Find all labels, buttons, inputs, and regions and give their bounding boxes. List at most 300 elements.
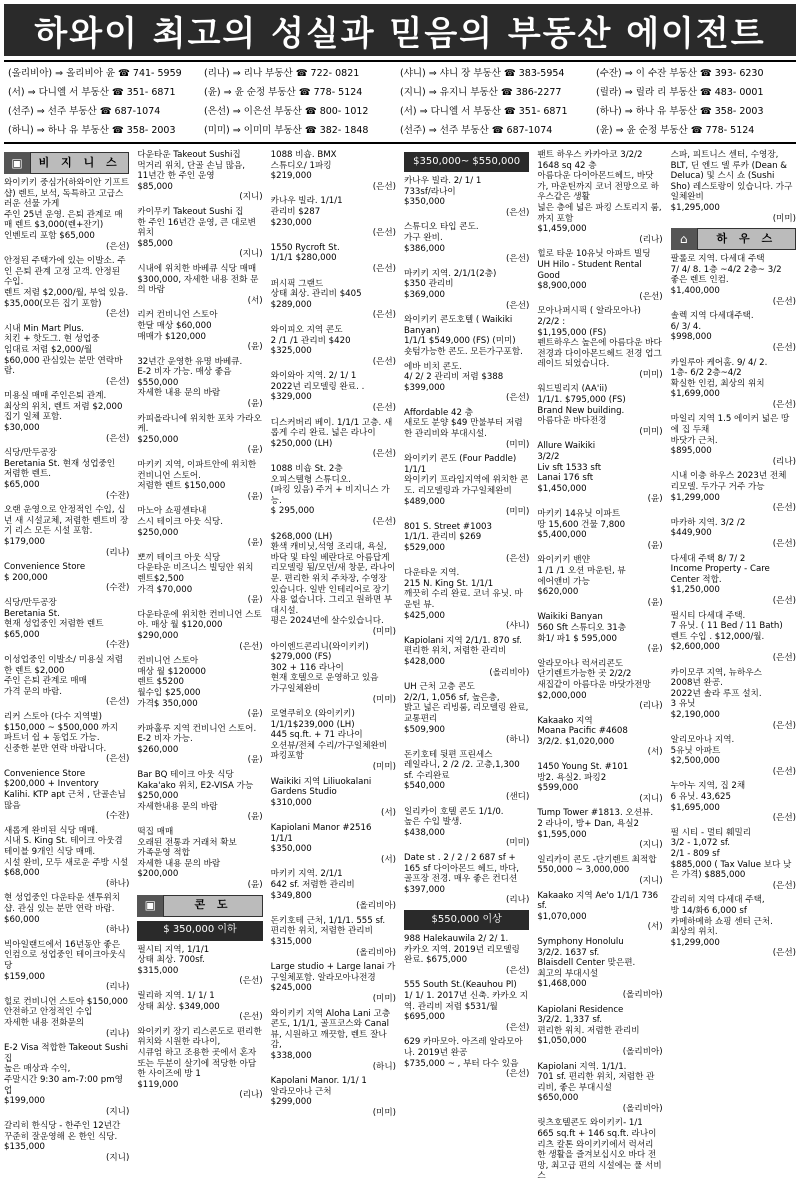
listing-contact: (리나) xyxy=(106,1028,130,1039)
listing-item xyxy=(404,315,529,357)
listing-text: 시내 Min Mart Plus. 치킨 + 핫도그. 현 성업중 임대료 저렴 $2,000/월 $60,000 관심있는 분만 연락바람. xyxy=(4,323,123,377)
listing-contact: (은선) xyxy=(372,356,396,367)
listing-item xyxy=(4,1121,129,1163)
listing-text: 시내에 위치한 바베큐 식당 매매 $300,000, 자세한 내용 전화 문의 바람 xyxy=(137,263,259,296)
listing-contact: (은선) xyxy=(239,1012,263,1023)
listing-contact: (미미) xyxy=(506,439,530,450)
listing-contact: (리나) xyxy=(239,1090,263,1101)
listing-item xyxy=(137,506,262,548)
listing-item xyxy=(404,408,529,450)
listing-item xyxy=(4,1043,129,1117)
house-icon: ⌂ xyxy=(671,228,697,250)
listing-item xyxy=(4,448,129,501)
listing-text: Convenience Store $200,000 + Inventory Kalihi. KTP apt 근처 , 단골손님 많음 xyxy=(4,768,126,811)
listing-contact: (은선) xyxy=(772,948,796,959)
listing-contact: (서) xyxy=(380,808,396,819)
listing-contact: (은선) xyxy=(639,291,663,302)
listing-text: 돈키호테 뒷편 프린세스 레일라니, 2 /2 /2. 고층,1,300 sf. 수리완료 $540,000 xyxy=(404,749,520,792)
listing-item xyxy=(271,869,396,911)
listing-item xyxy=(4,562,129,594)
listing-contact: (윤) xyxy=(247,595,263,606)
listing-contact: (은선) xyxy=(506,1022,530,1033)
listing-item xyxy=(404,269,529,311)
listing-text: 1550 Rycroft St. 1/1/1 $280,000 xyxy=(270,242,340,264)
column-6 xyxy=(671,150,796,1186)
listing-text: 카일루아 케어홈. 9/ 4/ 2. 1층- 6/2 2층~4/2 확실한 인컴, 최상의 위치 $1,699,000 xyxy=(670,357,768,400)
listing-contact: (서) xyxy=(380,854,396,865)
listing-text: Allure Waikiki 3/2/2 Liv sft 1533 sft Lanai 176 sft $1,450,000 xyxy=(537,441,602,494)
listing-text: 식당/만두공장 Beretania St. 현재 성업중인 저렴한 렌트. $65,000 xyxy=(4,448,116,491)
listing-contact: (지니) xyxy=(239,249,263,260)
listing-contact: (리나) xyxy=(106,982,130,993)
listing-text: Waikiki Banyan 560 Sft 스튜디오 31층 화1/ 파1 $ 595,000 xyxy=(537,612,627,644)
agent-entry: (선주) ⇒ 선주 부동산 ☎ 687-1074 xyxy=(8,106,161,117)
listing-contact: (샌디) xyxy=(506,792,530,803)
listing-contact: (윤) xyxy=(247,342,263,353)
listing-text: 뽀끼 테이크 아웃 식당 다운타운 비즈니스 빌딩안 위치 렌트$2,500 가격 $70,000 xyxy=(137,552,254,595)
listing-text: Kakaako 지역 Ae'o 1/1/1 736 sf. $1,070,000 xyxy=(537,890,659,922)
listing-text: 펄 시티 - 멀티 훼밀리 3/2 - 1,072 sf. 2/1 - 809 sf $885,000 ( Tax Value 보다 낮은 가격) $885,000 xyxy=(670,827,792,881)
building-icon: ▣ xyxy=(4,152,30,174)
listing-contact: (윤) xyxy=(647,597,663,608)
listing-contact: (은선) xyxy=(506,393,530,404)
listing-text: 오랜 운영으로 안정적인 수입, 십년 새 시설교체, 저렴한 렌트비 장기 리스 모든 시설 포함. $179,000 xyxy=(4,505,129,547)
listing-text: 미용실 매매 주인은퇴 관계. 최상의 위치, 렌트 저렴 $2,000 집기 일체 포함. $30,000 xyxy=(4,391,123,434)
listing-text: Symphony Honolulu 3/2/2. 1637 sf. Blaisdell Center 맞은편. 최고의 부대시설 $1,468,000 xyxy=(537,936,636,990)
agent-entry: (수잔) ⇒ 이 수잔 부동산 ☎ 393- 6230 xyxy=(596,68,764,79)
listing-contact: (미미) xyxy=(506,507,530,518)
listing-contact: (윤) xyxy=(647,494,663,505)
listing-item xyxy=(404,568,529,632)
listing-contact: (지니) xyxy=(106,1153,130,1164)
listing-contact: (지니) xyxy=(106,1106,130,1117)
listing-text: 마키키 지역, 이파트안에 위치한 컨비니언 스토어. 저렴한 렌트 $150,000 xyxy=(137,460,257,492)
listing-contact: (은선) xyxy=(372,403,396,414)
agent-entry: (샤니) ⇒ 샤니 장 부동산 ☎ 383-5954 xyxy=(400,68,565,79)
listing-contact: (미미) xyxy=(639,426,663,437)
agent-entry: (윤) ⇒ 윤 순정 부동산 ☎ 778- 5124 xyxy=(204,87,363,98)
listing-contact: (은선) xyxy=(772,342,796,353)
listing-contact: (은선) xyxy=(372,517,396,527)
listing-text: 와이키키 콘도 (Four Paddle) 1/1/1 와이키키 프라임지역에 위치한 콘도. 리모델링과 가구일체완비 $489,000 xyxy=(404,454,529,507)
listing-text: 퍼시픽 그랜드 상태 최상. 관리비 $405 $289,000 xyxy=(270,278,362,310)
listing-contact: (은선) xyxy=(772,503,796,514)
listing-text: 새롭게 완비된 식당 매매. 시내 S. King St. 테이크 아웃겸 테이블 9개인 식당 매매. 시설 완비, 모두 새로운 주방 시설 $68,000 xyxy=(4,825,129,879)
listing-text: UH 근처 고층 콘도 2/2/1, 1,056 sf, 높은층, 밝고 넓은 리빙룸, 리모델링 완료, 교통편리 $509,900 xyxy=(404,682,529,735)
listing-contact: (올리비아) xyxy=(622,989,663,1000)
listing-contact: (은선) xyxy=(106,241,130,252)
listing-item xyxy=(537,384,662,437)
listing-text: 이성업중인 이발소/ 미용실 저렴한 렌트 $2,000 주인 은퇴 관계로 매매 가격 문의 바람. xyxy=(4,654,124,697)
listing-item xyxy=(671,735,796,777)
listing-text: 와이키키 밴얀 1 /1 /1 오션 마운틴, 뷰 에어앤비 가능 $620,000 xyxy=(537,555,626,598)
listing-contact: (지니) xyxy=(239,192,263,203)
listing-item xyxy=(4,893,129,935)
listing-text: 988 Halekauwila 2/ 2/ 1. 카카오 지역. 2019년 리모델링 완료. $675,000 xyxy=(404,934,520,966)
listing-contact: (서) xyxy=(247,295,263,306)
listing-contact: (올리비아) xyxy=(489,667,530,678)
listing-item xyxy=(137,610,262,652)
listing-text: 로열쿠히오 (와이키키) 1/1/1$239,000 (LH) 445 sq.ft. + 71 라나이 오션뷰/전체 수리/가구일체완비 파킹포함 xyxy=(270,709,388,762)
listing-contact: (은선) xyxy=(506,207,530,218)
listing-item xyxy=(537,855,662,887)
listing-item xyxy=(537,1062,662,1115)
listing-item xyxy=(137,991,262,1023)
listing-text: 카나우 빌라. 1/1/1 관리비 $287 $230,000 xyxy=(270,196,343,228)
listing-item xyxy=(671,668,796,732)
listing-text: 모아나퍼시픽 ( 알라모아나) 2/2/2 : $1,195,000 (FS) 펜트하우스 높은에 아름다운 바다 전경과 다이아몬드헤드 전경 업그레이드 되었습니다. xyxy=(537,306,662,370)
listing-text: 돈키호테 근처, 1/1/1. 555 sf. 편리한 위치, 저렴한 관리비 $315,000 xyxy=(270,915,386,947)
listing-text: 카이무키 Takeout Sushi 집 한 주인 16년간 운영, 큰 대로변 위치 $85,000 xyxy=(137,206,256,249)
listing-item xyxy=(4,178,129,252)
agent-entry: (미미) ⇒ 이미미 부동산 ☎ 382- 1848 xyxy=(204,125,369,136)
listing-item xyxy=(271,371,396,413)
listing-item xyxy=(671,895,796,959)
listing-item xyxy=(404,454,529,518)
listing-contact: (은선) xyxy=(106,376,130,387)
listing-contact: (은선) xyxy=(106,309,130,320)
listing-contact: (서) xyxy=(647,922,663,933)
listing-item xyxy=(271,1009,396,1073)
agent-entry: (선주) ⇒ 선주 부동산 ☎ 687-1074 xyxy=(400,125,553,136)
listing-item xyxy=(137,414,262,456)
listing-text: Convenience Store $ 200,000 xyxy=(4,562,86,583)
listing-text: 시내 이층 하우스 2023년 전체 리모델. 두가구 거주 가능 $1,299,000 xyxy=(670,471,787,503)
listing-contact: (은선) xyxy=(372,449,396,460)
listing-contact: (은선) xyxy=(239,641,263,652)
listing-item xyxy=(4,256,129,320)
listing-text: 팬트 하우스 카카아코 3/2/2 1648 sq 42 층 아름다운 다이아몬드헤드, 바닷가, 마운틴까지 코너 전망으로 하우스같은 생활 넓은 층에 넓은 파킹 스토리지 룸, 까지 포함 $1,459,000 xyxy=(537,150,662,235)
listing-contact: (리나) xyxy=(106,547,130,558)
listing-item xyxy=(537,612,662,654)
listing-text: Kapiolani 지역 2/1/1. 870 sf. 편리한 위치, 저렴한 관리비 $428,000 xyxy=(404,635,522,667)
listing-text: Waikiki 지역 Liliuokalani Gardens Studio $310,000 xyxy=(270,776,372,808)
listing-text: 다운타운에 위치한 컨비니언 스토아. 매상 월 $120,000 $290,000 xyxy=(137,609,262,641)
listing-text: $268,000 (LH) 환색 캐비닛,석영 조리대, 욕실, 바닥 및 타일 베란다로 아름답게 리모델링 됨/모던/새 창문, 라나이 문. 편리한 위치 주차장, 수영장 있습니다. 일반 인테리어로 장기 사용 없습니다. 그리고 원하면 부대시설. 평은 2024년에 살수있습니다. xyxy=(270,531,396,627)
listing-item xyxy=(271,418,396,460)
listing-text: 팔롤로 지역. 다세대 주택 7/ 4/ 8. 1층 ~4/2 2층~ 3/2 좋은 렌트 인컴. $1,400,000 xyxy=(670,254,782,296)
listing-text: 와이키키 중심가(하와이안 기프트 샵) 렌트, 보석, 독특하고 고급스러운 선물 가게 주인 25년 운영. 은퇴 관계로 매매 렌트 $3,000(렌+잔기) 인벤토리 포함 $65,000 xyxy=(4,178,130,241)
listing-item xyxy=(537,937,662,1001)
listing-text: 다운타운 지역. 215 N. King St. 1/1/1 깨끗히 수리 완료. 코너 유닛. 마운틴 뷰. $425,000 xyxy=(404,568,523,621)
listing-contact: (윤) xyxy=(247,445,263,456)
listing-contact: (은선) xyxy=(506,254,530,265)
listing-text: 카피올라니에 위치한 포차 가라오케. $250,000 xyxy=(137,413,262,445)
column-4 xyxy=(404,150,529,1186)
listing-contact: (하나) xyxy=(106,925,130,936)
listing-text: 마키키 지역. 2/1/1 642 sf. 저렴한 관리비 $349,800 xyxy=(270,869,355,901)
listing-text: 누아누 지역, 집 2채 6 유닛. 43,625 $1,695,000 xyxy=(670,781,746,813)
listing-item xyxy=(137,827,262,891)
agent-column xyxy=(8,65,204,139)
listing-contact: (은선) xyxy=(772,766,796,777)
listing-contact: (지니) xyxy=(639,840,663,851)
listing-item xyxy=(271,709,396,773)
listing-item xyxy=(137,724,262,766)
listing-item xyxy=(271,916,396,958)
listing-text: 다세대 주택 8/ 7/ 2 Income Property - Care Center 적합. $1,250,000 xyxy=(670,553,770,596)
listing-text: 스튜디오 타입 콘도. 가구 완비. $386,000 xyxy=(404,222,479,254)
listing-text: Kapiolani 지역. 1/1/1. 701 sf. 편리한 위치, 저렴한 관리비, 좋은 부대시설 $650,000 xyxy=(537,1061,655,1104)
listing-contact: (은선) xyxy=(772,539,796,549)
listing-text: 식당/만두공장 Beretania St. 현재 성업중인 저렴한 렌트 $65,000 xyxy=(4,597,104,640)
page-banner: 하와이 최고의 성실과 믿음의 부동산 에이전트 xyxy=(4,4,796,56)
listing-item xyxy=(4,391,129,444)
listing-item xyxy=(137,264,262,306)
listing-text: 떡집 매매 오래된 전통과 거래처 확보 가족운영 적합 자세한 내용 문의 바람 $200,000 xyxy=(137,827,237,880)
listing-text: 마키키 14유닛 이파트 땅 15,600 건물 7,800 $5,400,000 xyxy=(537,509,626,541)
listing-contact: (미미) xyxy=(372,626,396,637)
listing-item xyxy=(404,636,529,678)
listing-contact: (윤) xyxy=(247,755,263,766)
listing-text: 1450 Young St. #101 방2. 욕실2. 파킹2 $599,000 xyxy=(537,762,629,794)
listing-contact: (은선) xyxy=(372,181,396,192)
listing-item xyxy=(271,532,396,638)
listing-text: Tump Tower #1813. 오션뷰. 2 라나이, 방+ Dan, 욕실2 $1,595,000 xyxy=(537,808,654,840)
agent-entry: (지니) ⇒ 유지니 부동산 ☎ 386-2277 xyxy=(400,87,562,98)
listing-item xyxy=(137,945,262,987)
listing-text: 갈리히 한식당 - 한주인 12년간 꾸준히 잘운영해 온 한인 식당. $135,000 xyxy=(4,1121,121,1153)
listing-text: Date st . 2 / 2 / 2 687 sf + 165 sf 다이아몬드 헤드, 바다, 골프장 전경. 매우 좋은 컨디션 $397,000 xyxy=(404,853,520,895)
listing-text: Large studio + Large lanai 가구일체포함. 알라모아나전경 $245,000 xyxy=(270,962,396,994)
listing-text: 컨비니언 스토아 매상 월 $120000 렌트 $5200 월수입 $25,000 가격$ 350,000 xyxy=(137,656,206,709)
listing-text: 릿츠호텔콘도 와이키키- 1/1 665 sq.ft + 146 sq.ft. 라나이 리츠 칼톤 와이키키에서 럭셔리 한 생활을 즐겨보십시오 바다 전망, 최고급 편의 시설에는 풀 서비스 xyxy=(537,1118,662,1182)
listing-item xyxy=(404,222,529,264)
column-5 xyxy=(537,150,662,1186)
listing-contact: (윤) xyxy=(247,880,263,890)
listing-contact: (리나) xyxy=(639,234,663,245)
listing-contact: (은선) xyxy=(772,813,796,824)
listing-contact: (올리비아) xyxy=(622,1103,663,1114)
listing-item xyxy=(404,1037,529,1079)
price-band-low: $ 350,000 이하 xyxy=(137,921,262,941)
listing-text: 안정된 주택가에 있는 이발소. 주인 은퇴 관계 고정 고객. 안정된 수입. 렌트 저렴 $2,000/월, 부엌 있음. $35,000(모든 집기 포함) xyxy=(4,256,129,309)
listing-item xyxy=(404,522,529,564)
listing-text: 일리카이 콘도 -단기렌트 최적합 550,000 ~ 3,000,000 xyxy=(537,854,657,876)
listing-text: 리커 컨비니언 스토아 한달 매상 $60,000 매매가 $120,000 xyxy=(137,310,218,342)
listing-contact: (미미) xyxy=(372,1107,396,1118)
listing-contact: (은선) xyxy=(772,652,796,663)
listing-contact: (서) xyxy=(647,747,663,758)
listing-item xyxy=(404,853,529,906)
agent-column xyxy=(204,65,400,139)
listing-text: 555 South St.(Keauhou Pl) 1/ 1/ 1. 2017년 신축. 카카오 지역. 관리비 저렴 $531/월 $695,000 xyxy=(404,980,529,1023)
listing-item xyxy=(537,659,662,712)
listing-text: 리커 스토아 (다수 지역별) $150,000 ~ $500,000 까지 파트너 쉽 + 동업도 가능. 신중한 분만 연락 바랍니다. xyxy=(4,711,119,754)
listing-contact: (은선) xyxy=(106,697,130,708)
listing-contact: (은선) xyxy=(372,310,396,321)
listing-text: 와이피오 지역 콘도 2 /1 /1 관리비 $420 $325,000 xyxy=(270,324,351,357)
listing-contact: (은선) xyxy=(106,754,130,765)
listing-contact: (리나) xyxy=(506,895,530,906)
listing-text: 힐로 컨비니언 스토아 $150,000 안전하고 안정적인 수입 자세한 내용 전화문의 xyxy=(4,996,128,1028)
listing-item xyxy=(4,769,129,822)
listing-text: 현 성업중인 다운타운 센투위치 샵. 관심 있는 분만 연락 바람. $60,000 xyxy=(4,893,121,925)
listing-text: 스파, 피트니스 센터, 수영장, BLT, 딘 엔드 델 루카 (Dean & Deluca) 및 스시 쇼 (Sushi Sho) 레스토랑이 있습니다. 가구일체완비 $1,295,000 xyxy=(670,150,793,213)
listing-item xyxy=(271,150,396,192)
listing-text: 1088 비숍 St. 2층 오피스텔형 스튜디오. (파킹 있음) 주거 + 비지니스 가능. $ 295,000 xyxy=(270,464,390,517)
listing-contact: (올리비아) xyxy=(622,1046,663,1057)
listing-item xyxy=(671,471,796,513)
listing-text: 알리모아나 지역. 5유닛 아파트 $2,500,000 xyxy=(670,735,735,767)
listing-contact: (윤) xyxy=(647,540,663,551)
listing-item xyxy=(4,655,129,708)
listing-text: 아이엔드콘리니(와이키키) $279,000 (FS) 302 + 116 라나이 현재 호텔으로 운영하고 있음 가구일체완비 xyxy=(270,641,379,694)
listing-item xyxy=(137,207,262,260)
agent-entry: (서) ⇒ 다니엘 서 부동산 ☎ 351- 6871 xyxy=(400,106,568,117)
listing-item xyxy=(537,249,662,302)
listing-item xyxy=(271,1076,396,1118)
listing-item xyxy=(537,762,662,804)
listing-contact: (윤) xyxy=(247,491,263,502)
listing-contact: (윤) xyxy=(647,644,663,655)
listing-text: Bar BQ 테이크 아웃 식당 Kaka'ako 위치, E2-VISA 가능 $250,000 자세한내용 문의 바람 xyxy=(137,770,254,812)
listing-item xyxy=(404,750,529,803)
listing-text: 카나우 빌라. 2/ 1/ 1 733sf/라나이 $350,000 xyxy=(404,176,482,208)
listing-contact: (은선) xyxy=(372,263,396,274)
agent-entry: (윤) ⇒ 윤 순정 부동산 ☎ 778- 5124 xyxy=(596,125,755,136)
agent-column xyxy=(400,65,596,139)
listing-text: 힐로 타운 10유닛 아파트 빌딩 UH Hilo - Student Rental Good $8,900,000 xyxy=(537,249,651,292)
listing-item xyxy=(137,1027,262,1101)
listing-text: 솔렉 지역 다세대주택. 6/ 3/ 4. $998,000 xyxy=(670,311,754,343)
column-1 xyxy=(4,150,129,1186)
listing-item xyxy=(404,980,529,1033)
listing-item xyxy=(404,807,529,849)
listing-text: 1088 비숍. BMX 스튜디오/ 1파킹 $219,000 xyxy=(270,150,337,182)
listing-contact: (미미) xyxy=(506,838,530,849)
listing-item xyxy=(671,150,796,224)
listing-contact: (은선) xyxy=(772,880,796,891)
listing-item xyxy=(404,682,529,746)
listing-contact: (미미) xyxy=(372,993,396,1004)
listing-contact: (샤니) xyxy=(506,621,530,632)
listing-contact: (은선) xyxy=(772,720,796,731)
listing-item xyxy=(4,997,129,1039)
listing-item xyxy=(537,891,662,933)
listing-contact: (미미) xyxy=(372,694,396,705)
listing-item xyxy=(537,716,662,758)
listing-contact: (은선) xyxy=(506,553,530,564)
listing-item xyxy=(671,518,796,550)
price-band-high: $550,000 이상 xyxy=(404,910,529,930)
listing-text: 32년간 운영한 유명 바베큐. E-2 비자 가능. 매상 좋음 $550,000 자세한 내용 문의 바람 xyxy=(137,356,243,399)
listing-item xyxy=(537,808,662,850)
listing-text: 펄시티 다세대 주택. 7 유닛. ( 11 Bed / 11 Bath) 렌트 수입 . $12,000/월. $2,600,000 xyxy=(670,610,783,653)
listing-text: 와이키키 장기 리스콘도로 편리한 위치와 시원한 라나이, 시큐엄 하고 조용한 곳에서 혼자 또는 두분이 살기에 적당한 아담한 사이즈에 방 1 $119,000 xyxy=(137,1026,262,1090)
listing-contact: (미미) xyxy=(372,762,396,773)
listing-contact: (윤) xyxy=(247,709,263,720)
listing-item xyxy=(537,555,662,608)
listing-text: Kapiolani Manor #2516 1/1/1 $350,000 xyxy=(270,823,372,855)
listing-text: Kakaako 지역 Moana Pacific #4608 3/2/2. $1,020,000 xyxy=(537,715,628,747)
listing-item xyxy=(271,962,396,1004)
listing-contact: (은선) xyxy=(106,433,130,444)
building-icon: ▣ xyxy=(137,895,163,917)
listing-item xyxy=(271,279,396,321)
listing-contact: (은선) xyxy=(506,965,530,976)
listing-contact: (올리비아) xyxy=(356,947,396,958)
listing-contact: (수잔) xyxy=(106,811,130,822)
listing-item xyxy=(137,310,262,352)
listing-contact: (미미) xyxy=(639,369,663,380)
agent-column xyxy=(596,65,792,139)
listing-item xyxy=(537,306,662,380)
listing-text: 다운타운 Takeout Sushi집 먹거리 위치, 단골 손님 많음, 11년간 한 주인 운영 $85,000 xyxy=(137,150,246,192)
listing-item xyxy=(4,826,129,890)
listing-item xyxy=(537,1118,662,1182)
listing-item xyxy=(671,611,796,664)
listing-contact: (은선) xyxy=(506,1069,530,1080)
listing-item xyxy=(4,598,129,651)
listing-item xyxy=(137,553,262,606)
listing-contact: (윤) xyxy=(247,812,263,823)
listing-contact: (하니) xyxy=(372,1061,396,1072)
listing-contact: (은선) xyxy=(239,976,263,987)
listing-text: 워드빌리지 (AA'ii) 1/1/1. $795,000 (FS) Brand New building. 아름다운 바다전경 xyxy=(537,384,626,427)
listing-contact: (리나) xyxy=(772,456,796,467)
listing-text: 디스커버리 베이. 1/1/1 고층. 새롭게 수리 완료. 넓은 라나이 $250,000 (LH) xyxy=(270,417,393,449)
listing-item xyxy=(671,554,796,607)
listing-text: Kapiolani Residence 3/2/2. 1,337 sf. 편리한 위치. 저렴한 관리비 $1,050,000 xyxy=(537,1004,640,1047)
listing-contact: (은선) xyxy=(372,228,396,239)
listing-item xyxy=(137,656,262,720)
listing-item xyxy=(404,934,529,976)
listing-contact: (올리비아) xyxy=(356,901,396,912)
listing-text: E-2 Visa 적합한 Takeout Sushi집 높은 매상과 수익, 주말시간 9:30 am-7:00 pm영업 $199,000 xyxy=(4,1043,128,1107)
listing-text: 빅아일랜드에서 16년동안 좋은 인컴으로 성업중인 테이크아웃식당 $159,000 xyxy=(4,939,126,982)
listing-item xyxy=(271,325,396,367)
listing-contact: (수잔) xyxy=(106,583,130,594)
listing-item xyxy=(271,642,396,706)
listing-contact: (윤) xyxy=(247,538,263,549)
listing-item xyxy=(271,823,396,865)
listing-contact: (지니) xyxy=(639,793,663,804)
column-3 xyxy=(271,150,396,1186)
listing-text: 801 S. Street #1003 1/1/1. 관리비 $269 $529,000 xyxy=(404,521,492,553)
listing-text: 와이키키 콘도호텔 ( Waikiki Banyan) 1/1/1 $549,000 (FS) (미미) 숏텀가능한 콘도. 모든가구포함. xyxy=(404,315,523,357)
listing-item xyxy=(671,828,796,892)
section-business-header: ▣ 비 지 니 스 xyxy=(4,152,129,174)
listing-item xyxy=(671,254,796,307)
column-2 xyxy=(137,150,262,1186)
listing-text: 카파훌루 지역 컨비니언 스토어. E-2 비자 가능. $260,000 xyxy=(137,723,257,755)
listing-columns xyxy=(4,150,796,1182)
agent-entry: (은선) ⇒ 이은선 부동산 ☎ 800- 1012 xyxy=(204,106,369,117)
listing-item xyxy=(671,311,796,353)
listing-text: Affordable 42 층 새로도 분양 $49 만불부터 저렴한 관리비와 부대시설. xyxy=(404,407,523,440)
listing-item xyxy=(4,505,129,558)
listing-item xyxy=(271,243,396,275)
listing-item xyxy=(137,357,262,410)
listing-contact: (미미) xyxy=(772,213,796,224)
agent-entry: (하니) ⇒ 하나 유 부동산 ☎ 358- 2003 xyxy=(8,125,176,136)
listing-item xyxy=(671,414,796,467)
listing-item xyxy=(4,324,129,388)
listing-text: 629 카마모아. 아즈레 알라모아나. 2019년 완공 $735,000 ~ , 부터 다수 있음 xyxy=(404,1037,523,1069)
listing-item xyxy=(4,712,129,765)
listing-item xyxy=(671,781,796,823)
listing-text: 와이키키 지역 Aloha Lani 고층콘도, 1/1/1, 골프코스와 Canal 뷰, 시원하고 깨끗함, 렌트 잘나감, $338,000 xyxy=(270,1008,391,1061)
listing-text: 마카하 지역. 3/2 /2 $449,900 xyxy=(670,517,746,539)
listing-contact: (수잔) xyxy=(106,640,130,651)
price-band-mid: $350,000~ $550,000 xyxy=(404,152,529,172)
listing-text: 카이모쿠 지역, 뉴하우스 2008년 완공. 2022년 솔라 루프 설치. 3 유닛 $2,190,000 xyxy=(670,667,762,720)
listing-text: 와이와아 지역. 2/ 1/ 1 2022년 리모델링 완료. . $329,000 xyxy=(270,371,365,403)
listing-text: 일리카이 호텔 콘도 1/1/0. 높은 수입 발생. $438,000 xyxy=(404,806,504,838)
agent-entry: (서) ⇒ 다니엘 서 부동산 ☎ 351- 6871 xyxy=(8,87,176,98)
listing-item xyxy=(404,176,529,218)
